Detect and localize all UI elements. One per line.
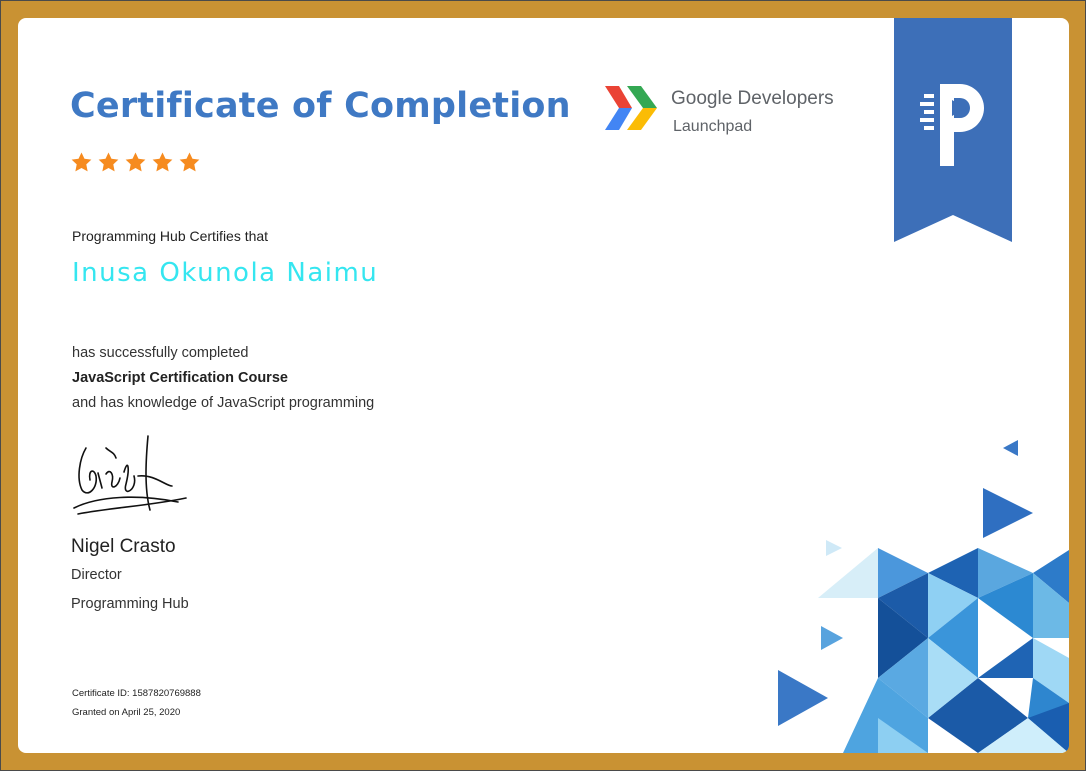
launchpad-chevrons-icon (605, 84, 665, 136)
certificate-id: Certificate ID: 1587820769888 (72, 688, 201, 699)
star-icon (151, 151, 174, 174)
certificate-title: Certificate of Completion (70, 86, 571, 126)
partner-program: Launchpad (673, 118, 753, 135)
star-icon (97, 151, 120, 174)
partner-brand: Google Developers (671, 88, 834, 109)
issuer-certifies-line: Programming Hub Certifies that (72, 228, 269, 244)
granted-date: Granted on April 25, 2020 (72, 707, 181, 718)
signatory-organization: Programming Hub (71, 596, 189, 612)
star-icon (70, 151, 93, 174)
star-icon (124, 151, 147, 174)
certificate-frame (1, 1, 1085, 770)
recipient-name: Inusa Okunola Naimu (72, 258, 379, 288)
google-developers-launchpad-logo (605, 82, 845, 142)
rating-stars (70, 151, 201, 174)
signatory-name: Nigel Crasto (71, 536, 176, 557)
decorative-triangles (758, 428, 1069, 753)
signatory-role: Director (71, 567, 122, 583)
programming-hub-ribbon-badge (894, 18, 1012, 242)
completed-line: has successfully completed (72, 345, 249, 361)
star-icon (178, 151, 201, 174)
knowledge-line: and has knowledge of JavaScript programming (72, 395, 375, 411)
certificate-card (18, 18, 1069, 753)
signature (68, 428, 188, 523)
course-name: JavaScript Certification Course (72, 370, 288, 386)
